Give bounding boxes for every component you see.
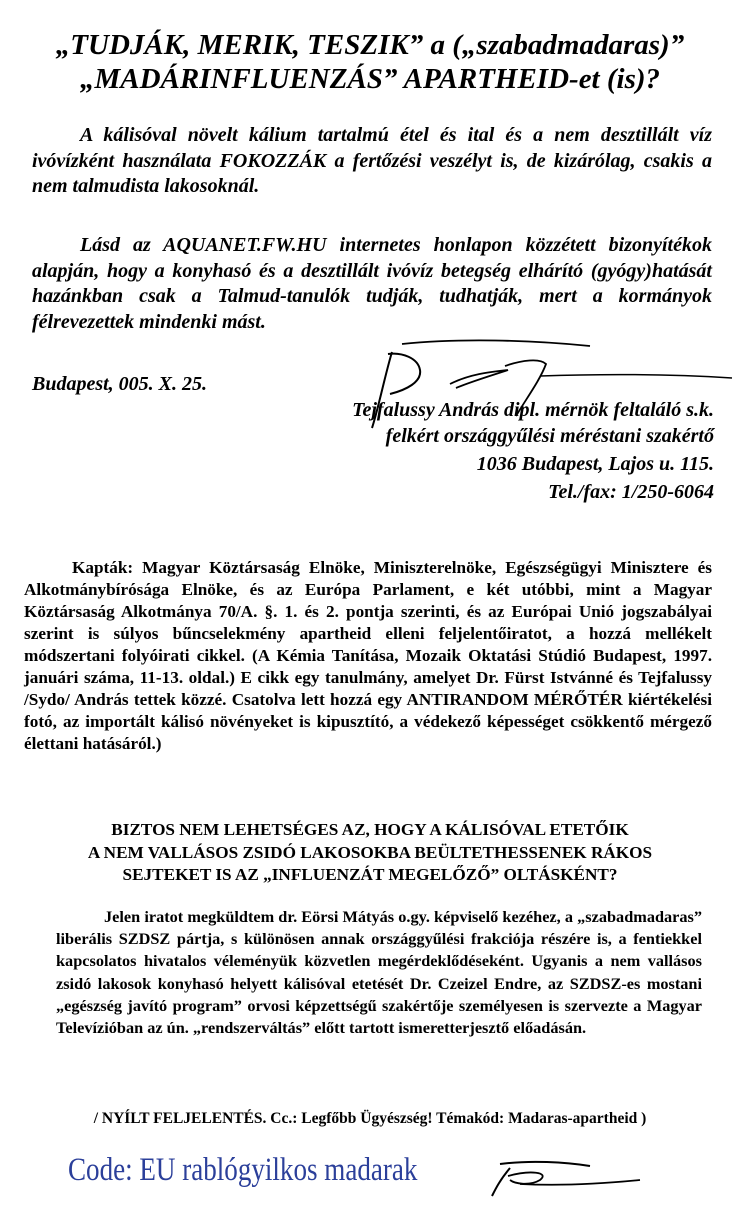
question-line-2: A NEM VALLÁSOS ZSIDÓ LAKOSOKBA BEÜLTETHESSENEK RÁKOS xyxy=(87,843,653,862)
recipients-paragraph: Kapták: Magyar Köztársaság Elnöke, Miniszterelnöke, Egészségügyi Minisztere és Alkotmánybírósága Elnöke, és az Európa Parlament, e két utóbbi, mint a Magyar Köztársaság Alkotmánya 70/A. §. 1. és 2. pontja szerinti, és az Európai Unió jogszabályai szerint is súlyos bűncselekmény apartheid elleni feljelentőiratot, a hozzá mellékelt módszertani folyóirati cikkel. (A Kémia Tanítása, Mozaik Oktatási Stúdió Budapest, 1997. januári száma, 11-13. oldal.) E cikk egy tanulmány, amelyet Dr. Fürst Istvánné és Tejfalussy /Sydo/ András tettek közzé. Csatolva lett hozzá egy ANTIRANDOM MÉRŐTÉR kiértékelési fotó, az importált kálisó növényeket is kipusztító, a védekező képességet csökkentő mérgező élettani hatásáról.) xyxy=(24,558,712,753)
code-stamp: Code: EU rablógyilkos madarak xyxy=(68,1152,418,1188)
question-line-1: BIZTOS NEM LEHETSÉGES AZ, HOGY A KÁLISÓVAL ETETŐIK xyxy=(111,820,629,839)
question-line-3: SEJTEKET IS AZ „INFLUENZÁT MEGELŐZŐ” OLTÁSKÉNT? xyxy=(122,865,618,884)
signature-name: Tejfalussy András dipl. mérnök feltaláló s.k. xyxy=(352,399,714,421)
signature-title: felkért országgyűlési méréstani szakértő xyxy=(385,425,714,447)
small-signature xyxy=(470,1150,650,1200)
title-line-1: „TUDJÁK, MERIK, TESZIK” a („szabadmadaras)” xyxy=(55,29,685,61)
paragraph-aquanet: Lásd az AQUANET.FW.HU internetes honlapon közzétett bizonyítékok alapján, hogy a konyhasó és a desztillált ivóvíz betegség elhárító (gyógy)hatását hazánkban csak a Talmud-tanulók tudják, tudhatják, mert a kormányok félrevezettek mindenki mást. xyxy=(32,234,712,333)
title-line-2: „MADÁRINFLUENZÁS” APARTHEID-et (is)? xyxy=(79,63,661,95)
signature-phone: Tel./fax: 1/250-6064 xyxy=(548,481,714,503)
signature-address: 1036 Budapest, Lajos u. 115. xyxy=(476,453,714,475)
open-complaint-note: / NYÍLT FELJELENTÉS. Cc.: Legfőbb Ügyészség! Témakód: Madaras-apartheid ) xyxy=(93,1110,647,1127)
letter-paragraph: Jelen iratot megküldtem dr. Eörsi Mátyás o.gy. képviselő kezéhez, a „szabadmadaras” liberális SZDSZ pártja, s különösen annak országgyűlési frakciója részére is, a fentiekkel kapcsolatos hivatalos véleményük közvetlen megérdeklődéseként. Ugyanis a nem vallásos zsidó lakosok konyhasó helyett kálisóval etetését Dr. Czeizel Endre, az SZDSZ-es mostani „egészség javító program” orvosi képzettségű szakértője személyesen is szervezte a Magyar Televízióban az ún. „rendszerváltás” előtt tartott ismeretterjesztő előadásán. xyxy=(56,907,702,1038)
paragraph-kaliso: A kálisóval növelt kálium tartalmú étel és ital és a nem desztillált víz ivóvízként használata FOKOZZÁK a fertőzési veszélyt is, de kizárólag, csakis a nem talmudista lakosoknál. xyxy=(32,124,712,197)
date: Budapest, 005. X. 25. xyxy=(32,373,208,395)
